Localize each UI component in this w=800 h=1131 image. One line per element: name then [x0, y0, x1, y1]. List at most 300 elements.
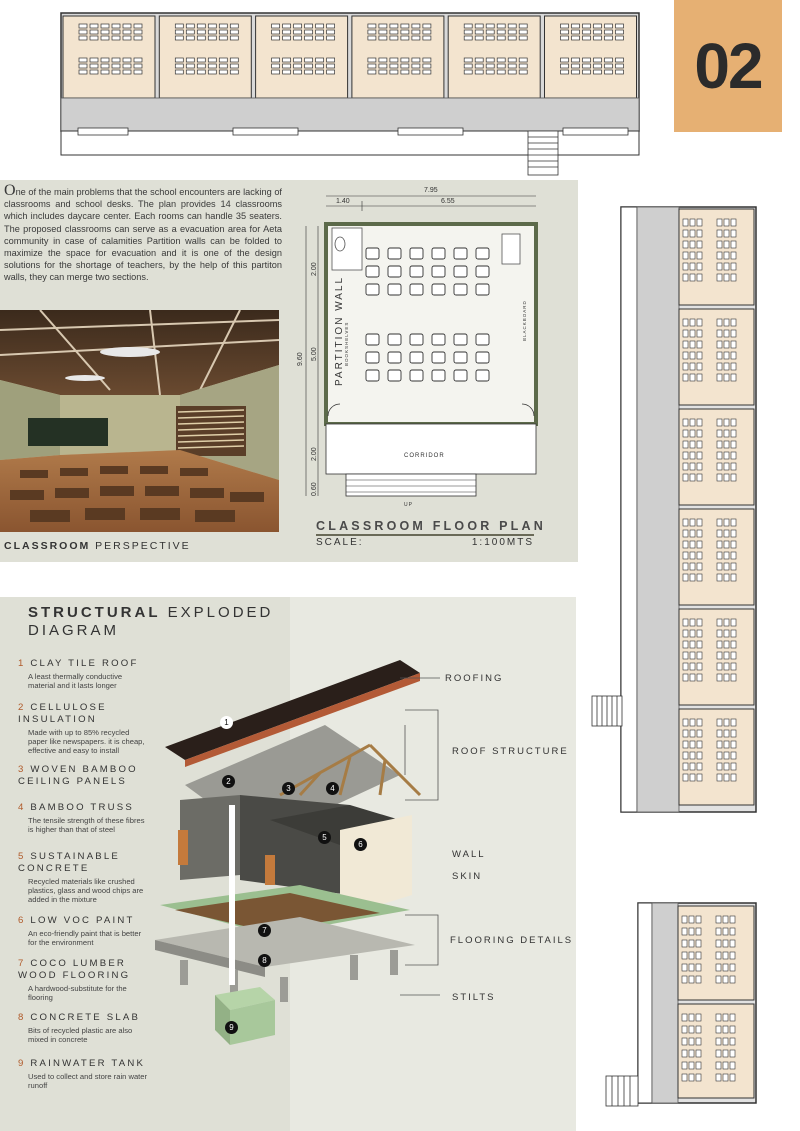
desk	[476, 284, 489, 295]
desk	[401, 36, 409, 40]
item-desc: Made with up to 85% recycled paper like newspapers. it is cheap, effective and easy to install	[28, 728, 145, 755]
desk	[283, 64, 291, 68]
blackboard-label: BLACKBOARD	[522, 300, 527, 341]
desk	[368, 36, 376, 40]
desk	[497, 58, 505, 62]
desk	[410, 334, 423, 345]
desk	[410, 352, 423, 363]
desk	[90, 24, 98, 28]
desk	[690, 674, 695, 681]
item-name: COCO LUMBER WOOD FLOORING	[18, 958, 131, 981]
desk	[683, 274, 688, 281]
desk	[717, 530, 722, 537]
desk	[197, 64, 205, 68]
desk	[730, 940, 735, 947]
structural-item	[18, 915, 148, 947]
item-name: CLAY TILE ROOF	[30, 658, 139, 669]
desk	[690, 541, 695, 548]
scale-label: SCALE:	[316, 537, 364, 548]
desk	[697, 352, 702, 359]
desk	[717, 474, 722, 481]
desk	[717, 374, 722, 381]
desk	[723, 1062, 728, 1069]
desk	[690, 230, 695, 237]
desk	[724, 563, 729, 570]
desk	[689, 1050, 694, 1057]
desk	[305, 64, 313, 68]
desk	[690, 530, 695, 537]
desk	[717, 763, 722, 770]
desk	[697, 630, 702, 637]
desk	[423, 30, 431, 34]
desk	[716, 1038, 721, 1045]
desk	[401, 30, 409, 34]
desk	[731, 441, 736, 448]
desk	[486, 70, 494, 74]
desk	[486, 36, 494, 40]
desk	[731, 452, 736, 459]
desk	[682, 952, 687, 959]
desk	[476, 266, 489, 277]
structural-title-rest: EXPLODED	[160, 604, 274, 621]
desk	[412, 58, 420, 62]
desk	[476, 334, 489, 345]
desk	[294, 30, 302, 34]
desk	[683, 319, 688, 326]
desk	[316, 30, 324, 34]
desk	[366, 352, 379, 363]
desk	[724, 752, 729, 759]
desk	[689, 940, 694, 947]
desk	[486, 64, 494, 68]
marker-6: 6	[354, 838, 367, 851]
desk	[697, 419, 702, 426]
desk	[690, 474, 695, 481]
desk	[594, 64, 602, 68]
desk	[723, 1038, 728, 1045]
desk	[689, 1038, 694, 1045]
desk	[697, 619, 702, 626]
desk	[616, 36, 624, 40]
desk	[682, 940, 687, 947]
intro-text: ne of the main problems that the school encounters are lacking of classrooms and school desks. The plan provides 14 classrooms which includes daycare center. Each rooms can handle 35 seaters. The proposed classrooms can serve as a evacuation area for Aeta community in case of calamities Partition walls can be folded to maximize the space for evacuation and it is one of the design solutions for the shortage of teachers, by the help of this partiton walls, they can merge two sections.	[4, 187, 282, 283]
desk	[388, 370, 401, 381]
desk	[717, 263, 722, 270]
desk	[724, 741, 729, 748]
structural-title-line2: DIAGRAM	[28, 622, 120, 639]
classroom-floor-plan	[296, 186, 556, 511]
desk	[731, 630, 736, 637]
desk	[731, 341, 736, 348]
desk	[519, 36, 527, 40]
desk	[724, 474, 729, 481]
desk	[410, 266, 423, 277]
desk	[464, 70, 472, 74]
desk	[683, 352, 688, 359]
desk	[594, 30, 602, 34]
desk	[379, 70, 387, 74]
desk	[717, 274, 722, 281]
desk	[724, 363, 729, 370]
item-num: 9	[18, 1058, 26, 1069]
desk	[175, 58, 183, 62]
structural-item	[18, 702, 148, 755]
desk	[696, 952, 701, 959]
desk	[683, 741, 688, 748]
desk	[594, 36, 602, 40]
desk	[561, 64, 569, 68]
desk	[690, 430, 695, 437]
desk	[508, 24, 516, 28]
desk	[423, 24, 431, 28]
desk	[683, 774, 688, 781]
top-building-plan	[58, 10, 648, 178]
desk	[219, 64, 227, 68]
desk	[186, 70, 194, 74]
structural-item	[18, 802, 148, 834]
desk	[724, 330, 729, 337]
desk	[283, 70, 291, 74]
desk	[683, 574, 688, 581]
desk	[697, 452, 702, 459]
desk	[368, 70, 376, 74]
desk	[616, 64, 624, 68]
desk	[690, 719, 695, 726]
desk	[683, 330, 688, 337]
desk	[717, 541, 722, 548]
marker-9: 9	[225, 1021, 238, 1034]
desk	[724, 652, 729, 659]
desk	[283, 58, 291, 62]
desk	[696, 1026, 701, 1033]
desk	[731, 330, 736, 337]
desk	[697, 563, 702, 570]
item-num: 5	[18, 851, 26, 862]
desk	[186, 24, 194, 28]
desk	[186, 58, 194, 62]
desk	[272, 70, 280, 74]
desk	[432, 266, 445, 277]
desk	[412, 64, 420, 68]
desk	[208, 24, 216, 28]
desk	[723, 952, 728, 959]
desk	[716, 976, 721, 983]
desk	[697, 241, 702, 248]
desk	[616, 24, 624, 28]
desk	[690, 752, 695, 759]
desk	[572, 30, 580, 34]
desk	[724, 541, 729, 548]
desk	[697, 552, 702, 559]
desk	[690, 341, 695, 348]
desk	[112, 58, 120, 62]
desk	[724, 219, 729, 226]
desk	[723, 976, 728, 983]
desk	[697, 363, 702, 370]
desk	[432, 352, 445, 363]
desk	[454, 352, 467, 363]
dim-total-height: 9.60	[297, 352, 304, 366]
page-number-badge	[674, 0, 782, 132]
perspective-label	[4, 540, 191, 552]
desk	[90, 36, 98, 40]
desk	[716, 928, 721, 935]
desk	[697, 330, 702, 337]
desk	[454, 370, 467, 381]
desk	[731, 374, 736, 381]
desk	[454, 334, 467, 345]
desk	[401, 64, 409, 68]
desk	[508, 36, 516, 40]
desk	[432, 334, 445, 345]
desk	[731, 519, 736, 526]
desk	[716, 952, 721, 959]
desk	[682, 1050, 687, 1057]
desk	[724, 619, 729, 626]
desk	[432, 284, 445, 295]
desk	[731, 674, 736, 681]
desk	[134, 24, 142, 28]
desk	[731, 574, 736, 581]
desk	[423, 36, 431, 40]
desk	[697, 719, 702, 726]
desk	[497, 24, 505, 28]
desk	[475, 30, 483, 34]
desk	[717, 452, 722, 459]
desk	[683, 241, 688, 248]
desk	[724, 630, 729, 637]
desk	[683, 463, 688, 470]
desk	[683, 619, 688, 626]
desk	[731, 219, 736, 226]
desk	[724, 274, 729, 281]
desk	[605, 24, 613, 28]
desk	[605, 70, 613, 74]
desk	[401, 24, 409, 28]
structural-title	[28, 604, 273, 640]
desk	[690, 452, 695, 459]
desk	[476, 352, 489, 363]
desk	[683, 763, 688, 770]
desk	[134, 30, 142, 34]
desk	[717, 341, 722, 348]
desk	[683, 263, 688, 270]
desk	[197, 36, 205, 40]
desk	[731, 419, 736, 426]
desk	[379, 36, 387, 40]
desk	[724, 763, 729, 770]
desk	[561, 70, 569, 74]
desk	[689, 1014, 694, 1021]
desk	[508, 70, 516, 74]
item-num: 1	[18, 658, 26, 669]
desk	[723, 928, 728, 935]
desk	[724, 519, 729, 526]
desk	[294, 58, 302, 62]
desk	[717, 319, 722, 326]
desk	[690, 630, 695, 637]
desk	[112, 36, 120, 40]
callout-roof-structure: ROOF STRUCTURE	[452, 746, 569, 757]
desk	[294, 24, 302, 28]
desk	[272, 58, 280, 62]
desk	[123, 64, 131, 68]
desk	[697, 641, 702, 648]
desk	[283, 30, 291, 34]
desk	[697, 730, 702, 737]
item-num: 6	[18, 915, 26, 926]
structural-item	[18, 658, 148, 690]
desk	[475, 70, 483, 74]
marker-3: 3	[282, 782, 295, 795]
desk	[294, 36, 302, 40]
desk	[123, 36, 131, 40]
desk	[696, 928, 701, 935]
desk	[730, 1074, 735, 1081]
perspective-label-bold: CLASSROOM	[4, 540, 91, 552]
desk	[724, 430, 729, 437]
desk	[683, 219, 688, 226]
desk	[112, 64, 120, 68]
desk	[697, 530, 702, 537]
scale-value: 1:100MTS	[471, 537, 534, 548]
desk	[731, 663, 736, 670]
desk	[697, 463, 702, 470]
desk	[454, 284, 467, 295]
desk	[690, 519, 695, 526]
desk	[690, 441, 695, 448]
desk	[379, 24, 387, 28]
desk	[561, 36, 569, 40]
desk	[272, 64, 280, 68]
desk	[683, 374, 688, 381]
desk	[390, 70, 398, 74]
desk	[208, 64, 216, 68]
desk	[731, 263, 736, 270]
desk	[696, 1062, 701, 1069]
desk	[689, 1026, 694, 1033]
desk	[690, 352, 695, 359]
desk	[561, 24, 569, 28]
desk	[616, 70, 624, 74]
desk	[717, 574, 722, 581]
desk	[294, 70, 302, 74]
desk	[683, 474, 688, 481]
desk	[716, 964, 721, 971]
callout-stilts: STILTS	[452, 992, 496, 1003]
structural-item	[18, 958, 148, 1002]
desk	[723, 964, 728, 971]
desk	[731, 474, 736, 481]
desk	[423, 70, 431, 74]
desk	[79, 36, 87, 40]
desk	[689, 952, 694, 959]
desk	[464, 24, 472, 28]
desk	[368, 58, 376, 62]
desk	[316, 36, 324, 40]
desk	[175, 70, 183, 74]
desk	[683, 341, 688, 348]
desk	[731, 530, 736, 537]
desk	[432, 248, 445, 259]
desk	[230, 58, 238, 62]
desk	[690, 219, 695, 226]
desk	[410, 284, 423, 295]
marker-5: 5	[318, 831, 331, 844]
desk	[697, 652, 702, 659]
desk	[519, 70, 527, 74]
desk	[682, 1026, 687, 1033]
desk	[730, 952, 735, 959]
desk	[731, 774, 736, 781]
desk	[197, 30, 205, 34]
desk	[464, 36, 472, 40]
desk	[175, 64, 183, 68]
dim-left-width: 1.40	[336, 198, 350, 205]
desk	[208, 58, 216, 62]
desk	[101, 30, 109, 34]
desk	[690, 463, 695, 470]
floor-plan-underline	[316, 534, 534, 536]
desk	[423, 64, 431, 68]
item-desc: The tensile strength of these fibres is higher than that of steel	[28, 816, 145, 834]
desk	[731, 319, 736, 326]
desk	[475, 58, 483, 62]
desk	[316, 24, 324, 28]
desk	[717, 730, 722, 737]
desk	[731, 652, 736, 659]
desk	[724, 452, 729, 459]
desk	[683, 652, 688, 659]
desk	[412, 70, 420, 74]
desk	[123, 24, 131, 28]
desk	[717, 774, 722, 781]
desk	[388, 248, 401, 259]
desk	[594, 58, 602, 62]
desk	[486, 30, 494, 34]
desk	[697, 219, 702, 226]
desk	[486, 58, 494, 62]
desk	[79, 64, 87, 68]
desk	[731, 463, 736, 470]
desk	[583, 64, 591, 68]
desk	[690, 741, 695, 748]
desk	[682, 928, 687, 935]
desk	[682, 1074, 687, 1081]
desk	[683, 630, 688, 637]
desk	[294, 64, 302, 68]
desk	[561, 58, 569, 62]
desk	[683, 519, 688, 526]
desk	[696, 976, 701, 983]
desk	[697, 319, 702, 326]
desk	[197, 58, 205, 62]
desk	[724, 574, 729, 581]
dim-height-d: 0.60	[311, 482, 318, 496]
desk	[690, 574, 695, 581]
desk	[682, 964, 687, 971]
desk	[724, 463, 729, 470]
desk	[731, 230, 736, 237]
desk	[583, 30, 591, 34]
desk	[731, 641, 736, 648]
desk	[186, 30, 194, 34]
desk	[134, 70, 142, 74]
desk	[717, 352, 722, 359]
desk	[697, 430, 702, 437]
desk	[390, 24, 398, 28]
desk	[101, 58, 109, 62]
